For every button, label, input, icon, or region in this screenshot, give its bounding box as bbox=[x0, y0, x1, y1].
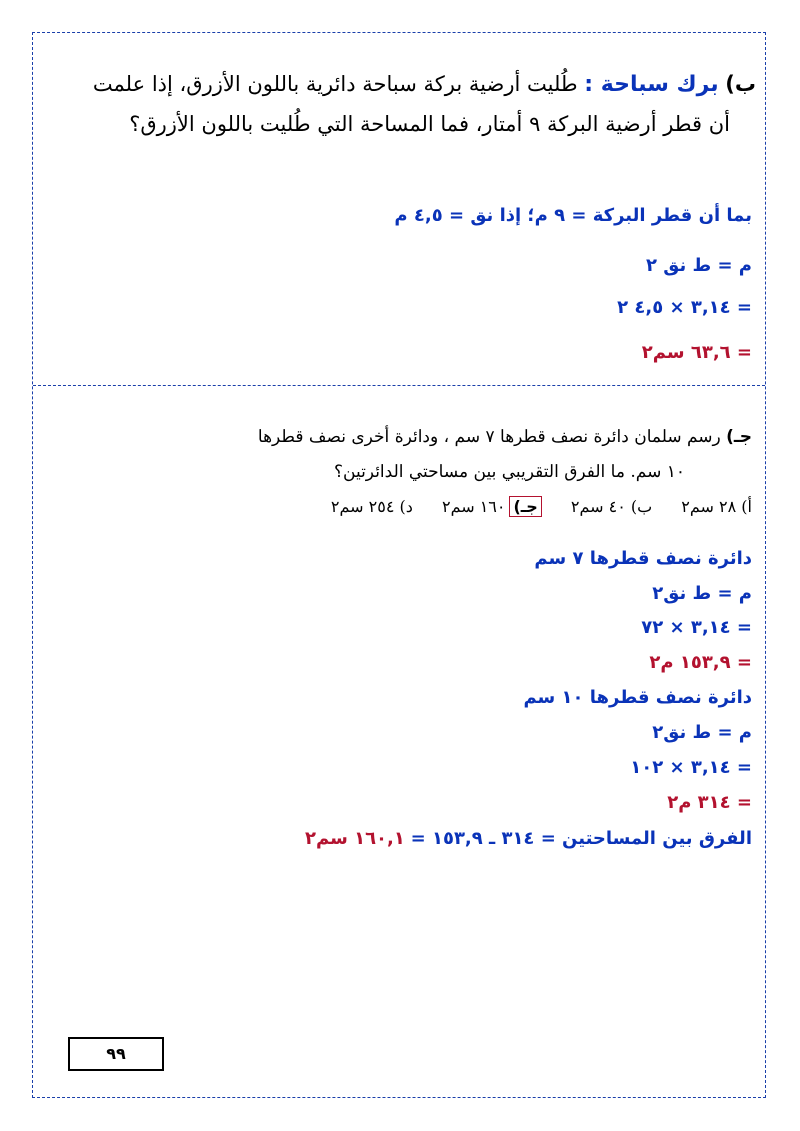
choice-c bbox=[442, 497, 542, 516]
circle2-formula: م = ط نق٢ bbox=[652, 722, 752, 743]
part-b-line1 bbox=[93, 72, 756, 97]
part-b-line2: أن قطر أرضية البركة ٩ أمتار، فما المساحة التي طُليت باللون الأزرق؟ bbox=[129, 112, 730, 136]
choice-b: ب) ٤٠ سم٢ bbox=[570, 497, 653, 516]
difference-result: ١٦٠,١ سم٢ bbox=[304, 828, 405, 849]
choice-a: أ) ٢٨ سم٢ bbox=[681, 497, 752, 516]
part-b-text1: طُليت أرضية بركة سباحة دائرية باللون الأزرق، إذا علمت bbox=[92, 72, 578, 96]
circle2-title: دائرة نصف قطرها ١٠ سم bbox=[523, 687, 752, 708]
part-b-title: برك سباحة : bbox=[584, 72, 719, 97]
part-c-text1: رسم سلمان دائرة نصف قطرها ٧ سم ، ودائرة أخرى نصف قطرها bbox=[257, 427, 721, 447]
circle1-formula: م = ط نق٢ bbox=[652, 583, 752, 604]
difference-text: الفرق بين المساحتين = ٣١٤ ـ ١٥٣,٩ = bbox=[410, 828, 752, 849]
page-number: ٩٩ bbox=[68, 1037, 164, 1071]
circle2-result: = ٣١٤ م٢ bbox=[667, 792, 752, 813]
choice-c-label: جـ) bbox=[509, 496, 541, 517]
circle1-result: = ١٥٣,٩ م٢ bbox=[649, 652, 752, 673]
part-b-solution-4: = ٦٣,٦ سم٢ bbox=[641, 342, 752, 363]
part-c-line1 bbox=[258, 427, 752, 447]
difference-line bbox=[305, 828, 752, 849]
section-divider bbox=[33, 385, 765, 386]
choice-d: د) ٢٥٤ سم٢ bbox=[330, 497, 413, 516]
part-c-label: جـ) bbox=[726, 427, 752, 447]
circle1-title: دائرة نصف قطرها ٧ سم bbox=[534, 548, 752, 569]
part-b-label: ب) bbox=[725, 72, 756, 96]
circle1-substitution: = ٣,١٤ × ٧٢ bbox=[641, 617, 752, 638]
circle2-substitution: = ٣,١٤ × ١٠٢ bbox=[630, 757, 752, 778]
part-b-solution-1: بما أن قطر البركة = ٩ م؛ إذا نق = ٤,٥ م bbox=[394, 205, 752, 226]
answer-choices bbox=[307, 497, 752, 516]
part-b-solution-3: = ٣,١٤ × ٤,٥ ٢ bbox=[617, 297, 752, 318]
part-c-line2: ١٠ سم. ما الفرق التقريبي بين مساحتي الدائرتين؟ bbox=[333, 462, 685, 482]
part-b-solution-2: م = ط نق ٢ bbox=[645, 255, 752, 276]
choice-c-value: ١٦٠ سم٢ bbox=[441, 497, 506, 516]
